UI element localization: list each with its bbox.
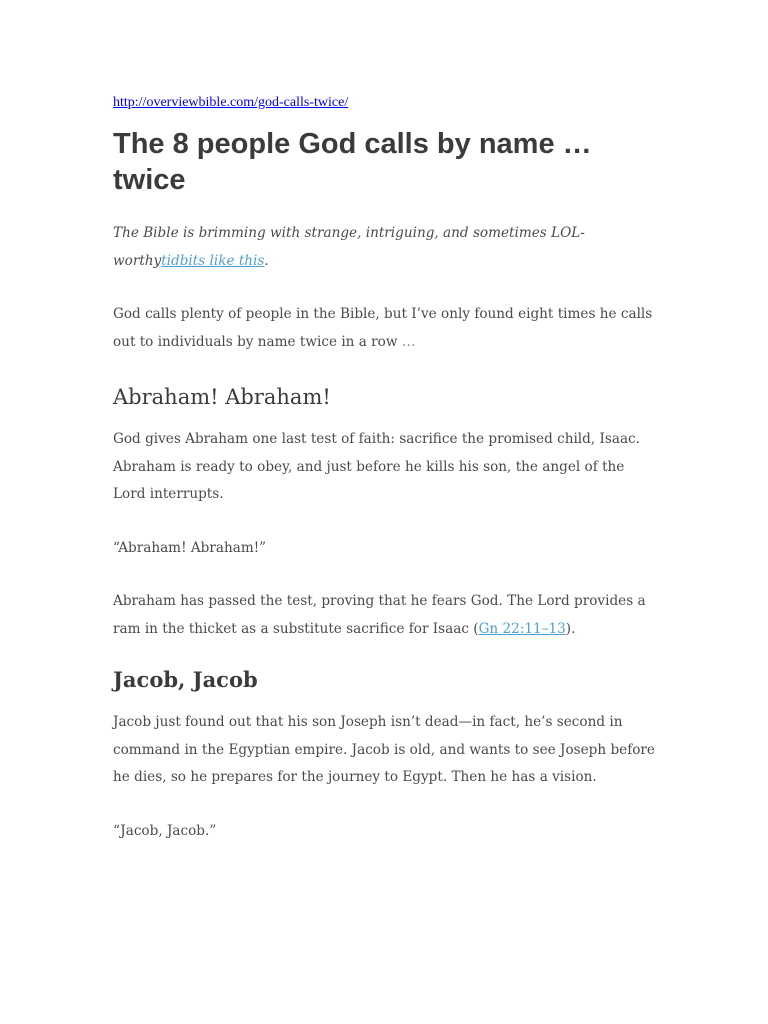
section-heading-jacob: Jacob, Jacob [113, 667, 258, 692]
lede-end: . [264, 252, 269, 269]
jacob-paragraph-1: Jacob just found out that his son Joseph isn’t dead—in fact, he’s second in command in the Egyptian empire. Jacob is old, and wants to see Joseph before he dies, so he prepares for the journey to Egypt. Then he has a vision. [113, 714, 655, 785]
intro-ellipsis: … [401, 333, 416, 350]
tidbits-link[interactable]: tidbits like this [161, 252, 265, 269]
intro-text: God calls plenty of people in the Bible, but I’ve only found eight times he calls out to individuals by name twice in a row [113, 306, 653, 350]
lede-text: The Bible is brimming with strange, intriguing, and sometimes LOL-worthy [113, 225, 585, 269]
genesis-reference-link[interactable]: Gn 22:11–13 [478, 620, 566, 637]
jacob-quote: “Jacob, Jacob.” [113, 822, 217, 839]
section-heading-abraham: Abraham! Abraham! [113, 385, 331, 409]
abraham-p2-end: ). [565, 620, 576, 637]
intro-paragraph [113, 301, 658, 356]
abraham-p2-text: Abraham has passed the test, proving that he fears God. The Lord provides a ram in the thicket as a substitute sacrifice for Isaac ( [113, 593, 646, 637]
source-url-link[interactable]: http://overviewbible.com/god-calls-twice/ [113, 95, 349, 110]
article [113, 94, 658, 845]
abraham-paragraph-1: God gives Abraham one last test of faith: sacrifice the promised child, Isaac. Abraham is ready to obey, and just before he kills his son, the angel of the Lord interrupts. [113, 431, 640, 502]
article-title: The 8 people God calls by name … twice [113, 128, 592, 196]
abraham-quote: “Abraham! Abraham!” [113, 539, 267, 556]
abraham-paragraph-2 [113, 588, 658, 643]
lede-paragraph [113, 220, 658, 275]
